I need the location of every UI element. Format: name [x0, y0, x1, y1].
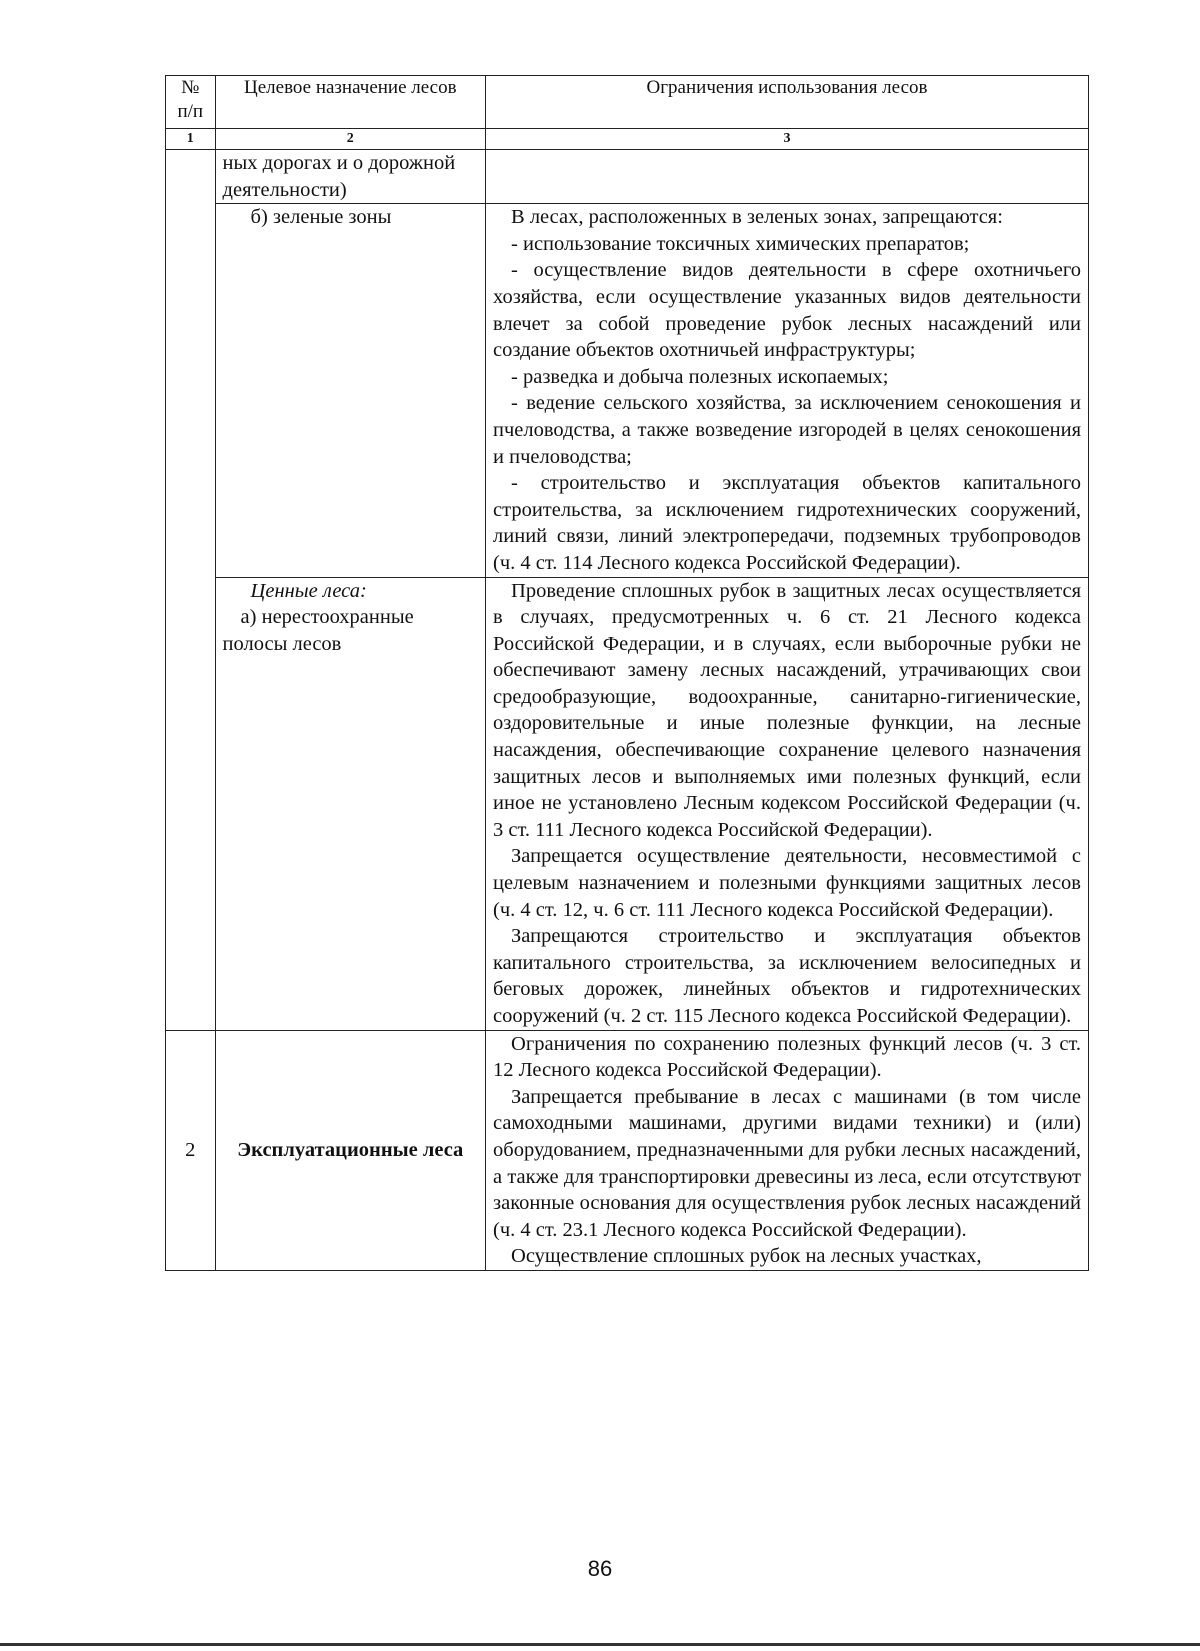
- restriction-paragraph: - использование токсичных химических препаратов;: [511, 232, 970, 255]
- table-row: [166, 150, 1089, 204]
- column-number-3: 3: [486, 129, 1089, 150]
- restriction-paragraph: Запрещается осуществление деятельности, несовместимой с целевым назначением и полезными функциями защитных лесов (ч. 4 ст. 12, ч. 6 ст. 111 Лесного кодекса Российской Федерации).: [493, 845, 1081, 921]
- purpose-cell: [215, 577, 485, 1030]
- restriction-paragraph: Осуществление сплошных рубок на лесных участках,: [511, 1245, 982, 1268]
- restriction-paragraph: - строительство и эксплуатация объектов капитального строительства, за исключением гидротехнических сооружений, линий связи, линий электропередачи, подземных трубопроводов (ч. 4 ст. 114 Лесного кодекса Российской Федерации).: [493, 472, 1081, 574]
- header-purpose: Целевое назначение лесов: [215, 76, 485, 129]
- restriction-paragraph: Проведение сплошных рубок в защитных лесах осуществляется в случаях, предусмотренных ч. 6 ст. 21 Лесного кодекса Российской Федерации, и в случаях, если выборочные рубки не обеспечивают замену лесных насаждений, утрачивающих свои средообразующие, водоохранные, санитарно-гигиенические, оздоровительные и иные полезные функции, на лесные насаждения, обеспечивающие сохранение целевого назначения защитных лесов и выполняемых ими полезных функций, если иное не установлено Лесным кодексом Российской Федерации (ч. 3 ст. 111 Лесного кодекса Российской Федерации).: [493, 579, 1081, 841]
- bottom-divider: [0, 1643, 1200, 1646]
- restrictions-table: [165, 75, 1089, 1271]
- restriction-paragraph: Запрещается пребывание в лесах с машинами (в том числе самоходными машинами, другими видами техники) и (или) оборудованием, предназначенными для рубки лесных насаждений, а также для транспортировки древесины из леса, если отсутствуют законные основания для осуществления рубок лесных насаждений (ч. 4 ст. 23.1 Лесного кодекса Российской Федерации).: [493, 1085, 1081, 1241]
- purpose-cell: [215, 204, 485, 577]
- purpose-text: Эксплуатационные леса: [237, 1138, 464, 1161]
- restriction-paragraph: - ведение сельского хозяйства, за исключением сенокошения и пчеловодства, а также возведение изгородей в целях сенокошения и пчеловодства;: [493, 392, 1081, 468]
- column-number-row: [166, 129, 1089, 150]
- purpose-cell: [215, 1030, 485, 1270]
- purpose-subtitle: а) нерестоохранные полосы лесов: [222, 606, 414, 655]
- restrictions-cell: [486, 204, 1089, 577]
- restriction-paragraph: В лесах, расположенных в зеленых зонах, запрещаются:: [511, 206, 1003, 229]
- restriction-paragraph: - разведка и добыча полезных ископаемых;: [511, 365, 889, 388]
- column-number-2: 2: [215, 129, 485, 150]
- table-row: [166, 204, 1089, 577]
- header-number: № п/п: [166, 76, 216, 129]
- purpose-text: ных дорогах и о дорожной деятельности): [222, 152, 456, 201]
- table-header-row: [166, 76, 1089, 129]
- restriction-paragraph: - осуществление видов деятельности в сфере охотничьего хозяйства, если осуществление указанных видов деятельности влечет за собой проведение рубок лесных насаждений или создание объектов охотничьей инфраструктуры;: [493, 259, 1081, 362]
- row-number-cell-empty: [166, 150, 216, 1031]
- header-restrictions: Ограничения использования лесов: [486, 76, 1089, 129]
- table-row: [166, 577, 1089, 1030]
- purpose-title: Ценные леса:: [250, 579, 367, 602]
- restrictions-cell: [486, 150, 1089, 204]
- restriction-paragraph: Запрещаются строительство и эксплуатация объектов капитального строительства, за исключением велосипедных и беговых дорожек, линейных объектов и гидротехнических сооружений (ч. 2 ст. 115 Лесного кодекса Российской Федерации).: [493, 925, 1081, 1027]
- purpose-cell: [215, 150, 485, 204]
- restrictions-cell: [486, 577, 1089, 1030]
- restriction-paragraph: Ограничения по сохранению полезных функций лесов (ч. 3 ст. 12 Лесного кодекса Российской Федерации).: [493, 1032, 1081, 1082]
- restrictions-cell: [486, 1030, 1089, 1270]
- purpose-text: б) зеленые зоны: [250, 206, 392, 229]
- row-number: 2: [166, 1030, 216, 1270]
- column-number-1: 1: [166, 129, 216, 150]
- page-number: 86: [587, 1556, 613, 1581]
- table-row: [166, 1030, 1089, 1270]
